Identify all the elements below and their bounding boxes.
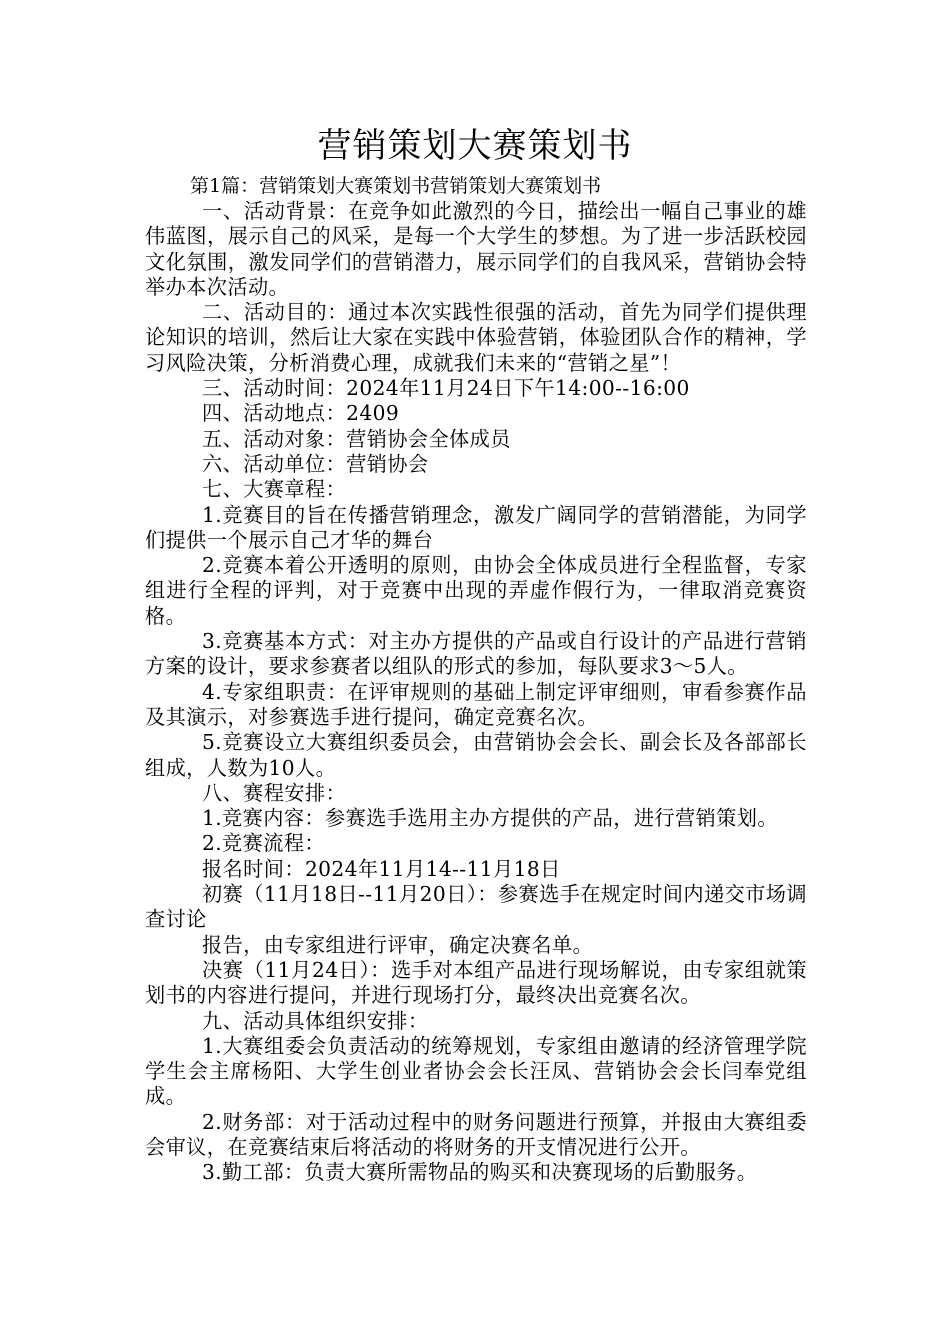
body-paragraph: 2.竞赛本着公开透明的原则，由协会全体成员进行全程监督，专家组进行全程的评判，对于竞赛中出现的弄虚作假行为，一律取消竞赛资格。 [145,553,807,628]
body-paragraph: 2.财务部：对于活动过程中的财务问题进行预算，并报由大赛组委会审议，在竞赛结束后将活动的将财务的开支情况进行公开。 [145,1109,807,1159]
body-paragraph: 五、活动对象：营销协会全体成员 [202,426,511,451]
body-paragraph: 5.竞赛设立大赛组织委员会，由营销协会会长、副会长及各部部长组成，人数为10人。 [145,730,807,780]
body-paragraph: 4.专家组职责：在评审规则的基础上制定评审细则，审看参赛作品及其演示，对参赛选手进行提问，确定竞赛名次。 [145,679,807,729]
body-paragraph: 六、活动单位：营销协会 [202,451,429,476]
document-title: 营销策划大赛策划书 [317,126,633,166]
body-paragraph: 2.竞赛流程： [202,831,325,856]
body-paragraph: 1.大赛组委会负责活动的统筹规划，专家组由邀请的经济管理学院学生会主席杨阳、大学生创业者协会会长汪凤、营销协会会长闫奉党组成。 [145,1033,807,1109]
body-paragraph: 三、活动时间：2024年11月24日下午14:00--16:00 [202,376,690,401]
body-paragraph: 八、赛程安排： [202,780,347,805]
document-body [145,199,807,1186]
body-paragraph: 报告，由专家组进行评审，确定决赛名单。 [202,932,594,957]
body-paragraph: 九、活动具体组织安排： [202,1008,429,1033]
body-paragraph: 3.勤工部：负责大赛所需物品的购买和决赛现场的后勤服务。 [202,1160,758,1185]
body-paragraph: 3.竞赛基本方式：对主办方提供的产品或自行设计的产品进行营销方案的设计，要求参赛者以组队的形式的参加，每队要求3～5人。 [145,629,807,679]
body-paragraph: 报名时间：2024年11月14--11月18日 [202,856,561,881]
body-paragraph: 1.竞赛目的旨在传播营销理念，激发广阔同学的营销潜能，为同学们提供一个展示自己才华的舞台 [145,502,807,552]
body-paragraph: 二、活动目的：通过本次实践性很强的活动，首先为同学们提供理论知识的培训，然后让大家在实践中体验营销，体验团队合作的精神，学习风险决策，分析消费心理，成就我们未来的“营销之星”！ [145,300,807,375]
body-paragraph: 七、大赛章程： [202,477,347,502]
body-paragraph: 1.竞赛内容：参赛选手选用主办方提供的产品，进行营销策划。 [202,806,778,831]
document-subtitle: 第1篇：营销策划大赛策划书营销策划大赛策划书 [190,175,602,197]
body-paragraph: 初赛（11月18日--11月20日）：参赛选手在规定时间内递交市场调查讨论 [145,882,807,932]
body-paragraph: 四、活动地点：2409 [202,401,400,426]
body-paragraph: 决赛（11月24日）：选手对本组产品进行现场解说，由专家组就策划书的内容进行提问，并进行现场打分，最终决出竞赛名次。 [145,957,807,1008]
body-paragraph: 一、活动背景：在竞争如此激烈的今日，描绘出一幅自己事业的雄伟蓝图，展示自己的风采，是每一个大学生的梦想。为了进一步活跃校园文化氛围，激发同学们的营销潜力，展示同学们的自我风采，营销协会特举办本次活动。 [145,199,807,299]
